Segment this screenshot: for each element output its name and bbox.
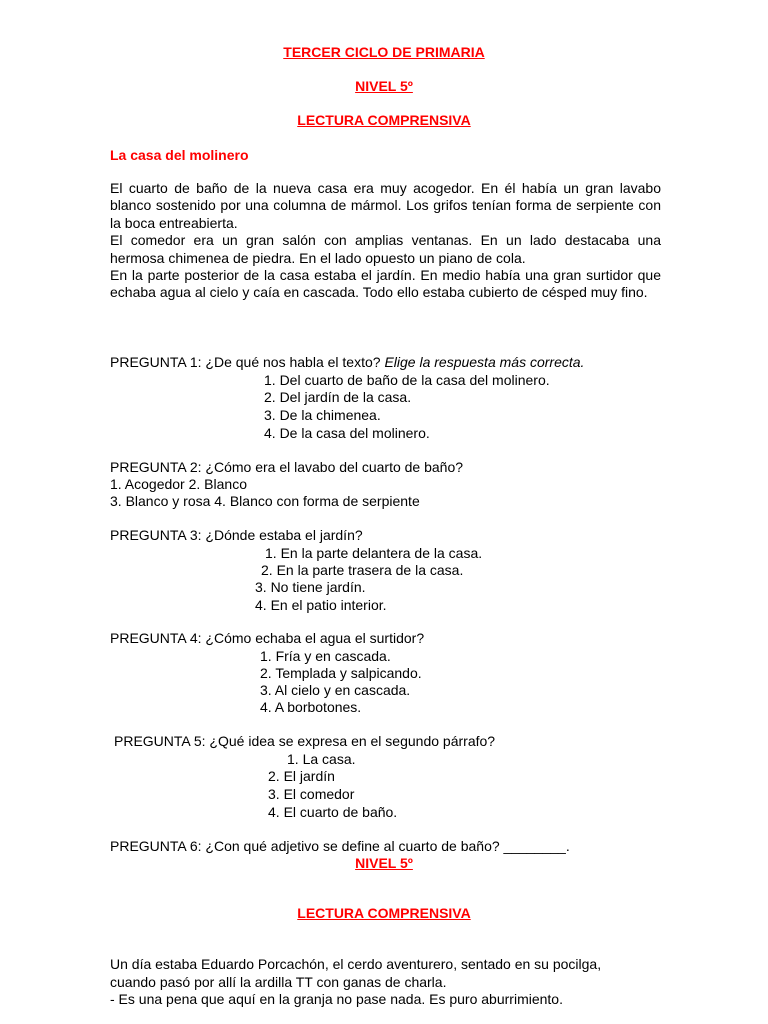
option: 2. Del jardín de la casa. xyxy=(264,389,412,405)
second-level-heading: NIVEL 5º xyxy=(355,855,413,871)
cycle-heading: TERCER CICLO DE PRIMARIA xyxy=(283,44,485,60)
story-paragraph: El comedor era un gran salón con amplias ventanas. En un lado destacaba una hermosa chimenea de piedra. En el lado opuesto un piano de cola. xyxy=(110,232,661,266)
story-body xyxy=(110,180,661,302)
second-story-line: Un día estaba Eduardo Porcachón, el cerdo aventurero, sentado en su pocilga, xyxy=(110,956,602,972)
question-3-prompt: PREGUNTA 3: ¿Dónde estaba el jardín? xyxy=(110,527,363,543)
question-6-prompt: PREGUNTA 6: ¿Con qué adjetivo se define al cuarto de baño? ________. xyxy=(110,838,570,854)
question-5-prompt: PREGUNTA 5: ¿Qué idea se expresa en el segundo párrafo? xyxy=(114,733,496,749)
option: 4. A borbotones. xyxy=(260,699,362,715)
question-2-prompt: PREGUNTA 2: ¿Cómo era el lavabo del cuarto de baño? xyxy=(110,459,464,475)
second-story-line: - Es una pena que aquí en la granja no pase nada. Es puro aburrimiento. xyxy=(110,991,563,1007)
option: 1. En la parte delantera de la casa. xyxy=(265,545,483,561)
question-1-prompt: PREGUNTA 1: ¿De qué nos habla el texto? xyxy=(110,354,385,370)
question-4-prompt: PREGUNTA 4: ¿Cómo echaba el agua el surtidor? xyxy=(110,630,425,646)
option: 1. Fría y en cascada. xyxy=(260,648,391,664)
option: 4. El cuarto de baño. xyxy=(268,804,398,820)
question-1 xyxy=(110,354,584,371)
option: 3. De la chimenea. xyxy=(264,407,381,423)
option: 1. La casa. xyxy=(287,751,356,767)
option: 2. El jardín xyxy=(268,768,335,784)
question-1-instruction: Elige la respuesta más correcta. xyxy=(384,354,585,370)
second-story-line: cuando pasó por allí la ardilla TT con ganas de charla. xyxy=(110,974,447,990)
option: 3. Blanco y rosa 4. Blanco con forma de serpiente xyxy=(110,493,420,509)
option: 4. En el patio interior. xyxy=(255,597,387,613)
option: 1. Acogedor 2. Blanco xyxy=(110,476,247,492)
second-section-heading: LECTURA COMPRENSIVA xyxy=(297,905,471,921)
option: 3. No tiene jardín. xyxy=(255,579,366,595)
level-heading: NIVEL 5º xyxy=(355,78,413,94)
option: 4. De la casa del molinero. xyxy=(264,425,430,441)
story-paragraph: En la parte posterior de la casa estaba el jardín. En medio había una gran surtidor que echaba agua al cielo y caía en cascada. Todo ello estaba cubierto de césped muy fino. xyxy=(110,267,661,301)
option: 3. El comedor xyxy=(268,786,355,802)
option: 2. Templada y salpicando. xyxy=(260,665,422,681)
story-title: La casa del molinero xyxy=(110,147,249,163)
option: 3. Al cielo y en cascada. xyxy=(260,682,411,698)
option: 1. Del cuarto de baño de la casa del molinero. xyxy=(264,372,550,388)
option: 2. En la parte trasera de la casa. xyxy=(261,562,464,578)
story-paragraph: El cuarto de baño de la nueva casa era muy acogedor. En él había un gran lavabo blanco sostenido por una columna de mármol. Los grifos tenían forma de serpiente con la boca entreabierta. xyxy=(110,180,661,231)
section-heading: LECTURA COMPRENSIVA xyxy=(297,112,471,128)
